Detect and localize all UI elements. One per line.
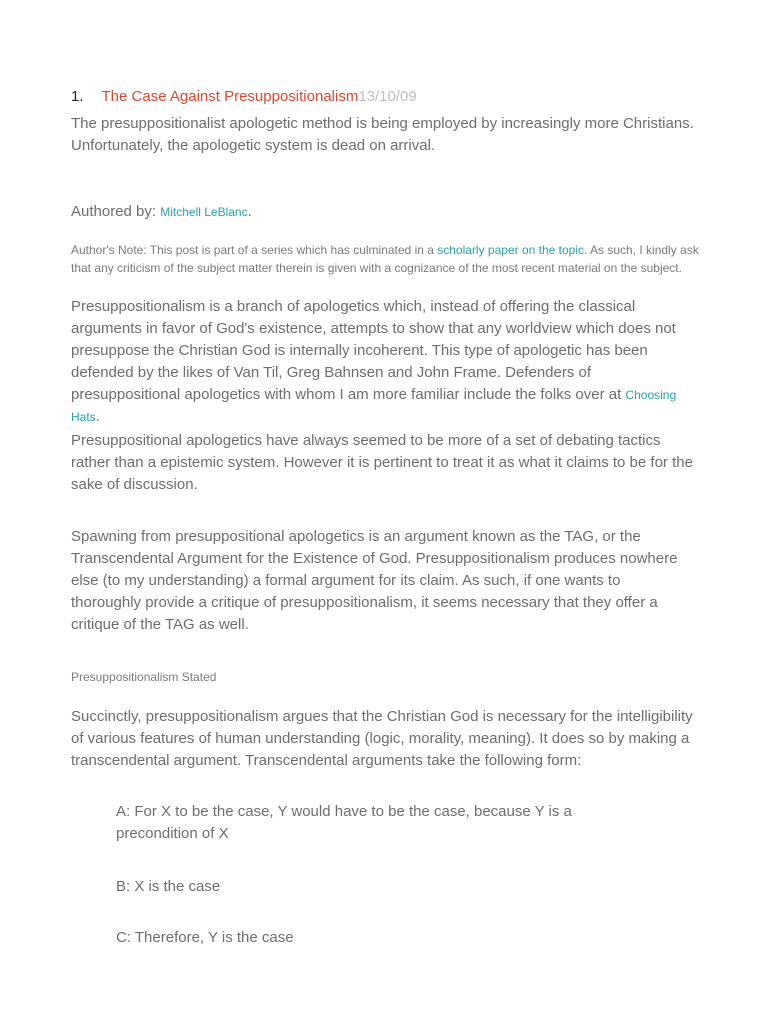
intro-line-1: The presuppositionalist apologetic method is being employed by increasingly more Christians.	[71, 115, 694, 132]
choosing-hats-link[interactable]: Choosing Hats	[71, 388, 677, 424]
note-text: Author's Note: This post is part of a series which has culminated in a	[71, 243, 438, 257]
author-label: Authored by:	[71, 203, 161, 220]
paragraph-1-text: Presuppositionalism is a branch of apologetics which, instead of offering the classical arguments in favor of God's existence, attempts to show that any worldview which does not presuppose the Christian God is internally incoherent. This type of apologetic has been defended by the likes of Van Til, Greg Bahnsen and John Frame. Defenders of presuppositional apologetics with whom I am more familiar include the folks over at	[71, 298, 676, 403]
authors-note	[71, 241, 701, 277]
post-title-link[interactable]: The Case Against Presuppositionalism	[101, 88, 359, 105]
paragraph-4: Succinctly, presuppositionalism argues that the Christian God is necessary for the intelligibility of various features of human understanding (logic, morality, meaning). It does so by making a transcendental argument. Transcendental arguments take the following form:	[71, 708, 693, 769]
paragraph-3: Spawning from presuppositional apologetics is an argument known as the TAG, or the Transcendental Argument for the Existence of God. Presuppositionalism produces nowhere else (to my understanding) a formal argument for its claim. As such, if one wants to thoroughly provide a critique of presuppositionalism, it seems necessary that they offer a critique of the TAG as well.	[71, 528, 678, 633]
scholarly-paper-link[interactable]: scholarly paper on the topic	[437, 243, 585, 257]
author-link[interactable]: Mitchell LeBlanc	[160, 205, 248, 219]
author-line	[71, 203, 711, 221]
intro-line-2: Unfortunately, the apologetic system is dead on arrival.	[71, 137, 436, 154]
post-date: 13/10/09	[358, 88, 417, 105]
conclusion-c: C: Therefore, Y is the case	[116, 929, 294, 946]
premise-a: A: For X to be the case, Y would have to be the case, because Y is a precondition of X	[116, 803, 572, 842]
premise-b: B: X is the case	[116, 878, 221, 895]
intro-text	[71, 113, 731, 157]
paragraph-1-end: .	[95, 408, 100, 425]
section-heading: Presuppositionalism Stated	[71, 670, 217, 684]
note-text-after: . As such, I kindly ask that any criticism of the subject matter therein is given with a cognizance of the most recent material on the subject.	[71, 243, 699, 275]
post-title-row	[71, 88, 711, 106]
paragraph-1	[71, 296, 696, 428]
author-suffix: .	[247, 203, 252, 220]
paragraph-2: Presuppositional apologetics have always seemed to be more of a set of debating tactics rather than a epistemic system. However it is pertinent to treat it as what it claims to be for the sake of discussion.	[71, 432, 693, 493]
list-number: 1.	[71, 88, 84, 105]
